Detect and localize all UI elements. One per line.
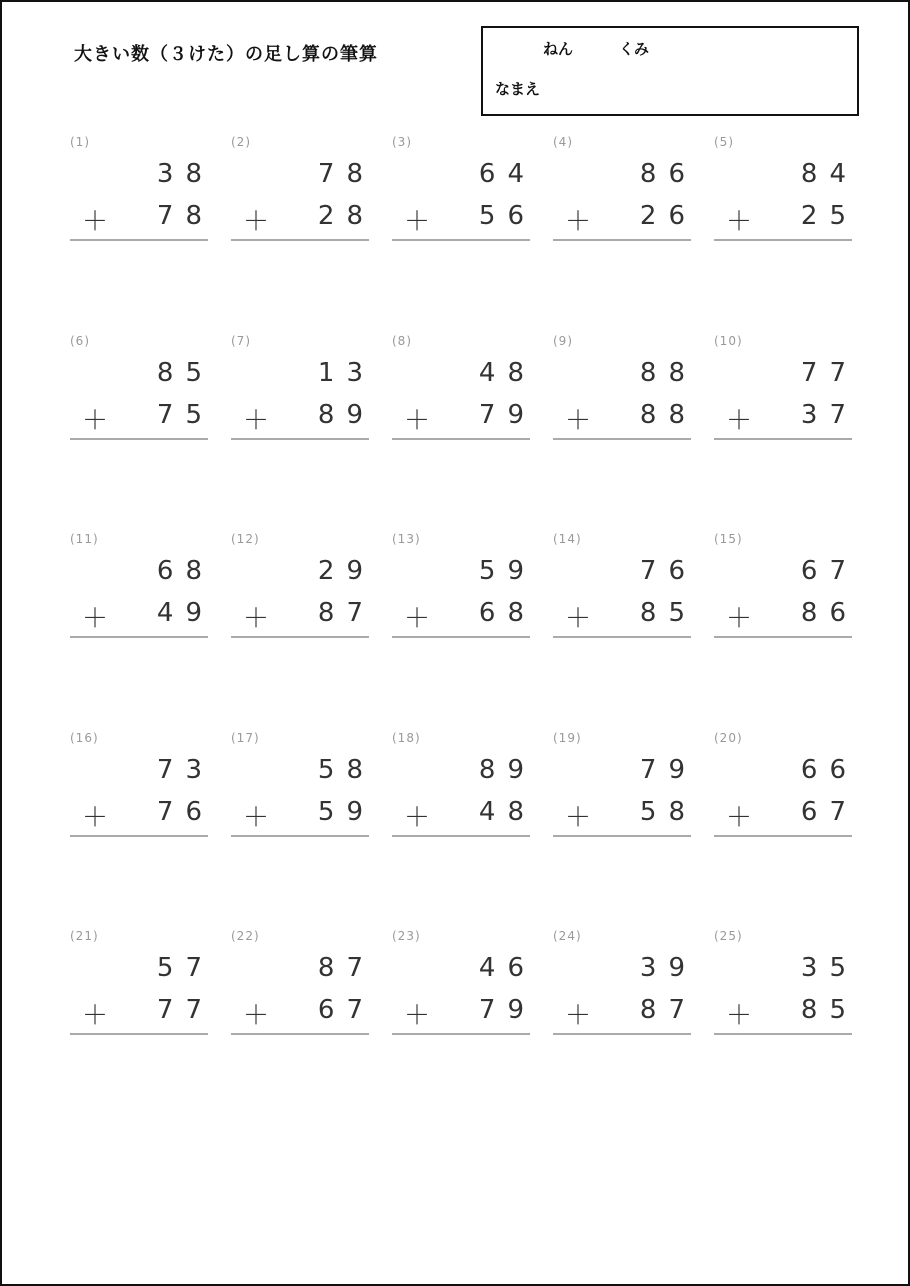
bottom-addend: 67	[800, 796, 858, 827]
answer-line	[392, 636, 530, 638]
answer-line	[714, 239, 852, 241]
problem-number: (13)	[392, 532, 421, 546]
answer-line	[231, 239, 369, 241]
top-addend: 89	[478, 754, 536, 785]
addition-problem	[70, 926, 214, 1124]
bottom-addend: 79	[478, 399, 536, 430]
answer-line	[70, 636, 208, 638]
answer-line	[392, 438, 530, 440]
problem-number: (23)	[392, 929, 421, 943]
bottom-addend: 28	[317, 201, 375, 231]
problem-number: (15)	[714, 532, 743, 546]
top-addend: 57	[156, 953, 214, 983]
problem-number: (12)	[231, 532, 260, 546]
addition-problem	[553, 331, 697, 529]
addition-problem	[714, 331, 858, 529]
plus-sign: ＋	[243, 207, 270, 237]
addition-problem	[714, 728, 858, 926]
plus-sign: ＋	[565, 1001, 592, 1031]
bottom-addend: 87	[317, 598, 375, 628]
problem-number: (9)	[553, 333, 573, 348]
answer-line	[70, 835, 208, 837]
bottom-addend: 48	[478, 796, 536, 827]
bottom-addend: 85	[639, 598, 697, 628]
addition-problem	[553, 132, 697, 330]
addition-problem	[70, 728, 214, 926]
top-addend: 86	[639, 159, 697, 189]
problem-number: (18)	[392, 730, 421, 745]
problem-number: (6)	[70, 333, 90, 348]
top-addend: 85	[156, 357, 214, 388]
bottom-addend: 88	[639, 399, 697, 430]
bottom-addend: 86	[800, 598, 858, 628]
answer-line	[70, 438, 208, 440]
plus-sign: ＋	[565, 405, 592, 436]
plus-sign: ＋	[243, 604, 270, 634]
bottom-addend: 75	[156, 399, 214, 430]
plus-sign: ＋	[243, 1001, 270, 1031]
addition-problem	[70, 529, 214, 727]
addition-problem	[714, 132, 858, 330]
problem-number: (19)	[553, 730, 582, 745]
problem-number: (24)	[553, 929, 582, 943]
addition-problem	[231, 926, 375, 1124]
problem-number: (20)	[714, 730, 743, 745]
plus-sign: ＋	[565, 604, 592, 634]
answer-line	[231, 438, 369, 440]
problem-number: (11)	[70, 532, 99, 546]
problem-grid	[70, 132, 858, 1125]
answer-line	[392, 239, 530, 241]
plus-sign: ＋	[82, 207, 109, 237]
top-addend: 38	[156, 159, 214, 189]
plus-sign: ＋	[726, 802, 753, 833]
top-addend: 78	[317, 159, 375, 189]
answer-line	[553, 438, 691, 440]
problem-number: (1)	[70, 135, 90, 149]
addition-problem	[553, 529, 697, 727]
addition-problem	[70, 132, 214, 330]
top-addend: 58	[317, 754, 375, 785]
bottom-addend: 58	[639, 796, 697, 827]
top-addend: 67	[800, 556, 858, 586]
name-box	[481, 26, 859, 116]
plus-sign: ＋	[726, 1001, 753, 1031]
answer-line	[553, 835, 691, 837]
answer-line	[553, 636, 691, 638]
plus-sign: ＋	[726, 207, 753, 237]
plus-sign: ＋	[243, 802, 270, 833]
answer-line	[392, 1033, 530, 1035]
top-addend: 59	[478, 556, 536, 586]
problem-number: (22)	[231, 929, 260, 943]
answer-line	[714, 1033, 852, 1035]
bottom-addend: 68	[478, 598, 536, 628]
problem-number: (10)	[714, 333, 743, 348]
addition-problem	[231, 529, 375, 727]
addition-problem	[714, 926, 858, 1124]
addition-problem	[70, 331, 214, 529]
answer-line	[231, 1033, 369, 1035]
problem-number: (21)	[70, 929, 99, 943]
top-addend: 68	[156, 556, 214, 586]
top-addend: 73	[156, 754, 214, 785]
bottom-addend: 85	[800, 995, 858, 1025]
addition-problem	[553, 728, 697, 926]
bottom-addend: 25	[800, 201, 858, 231]
addition-problem	[392, 926, 536, 1124]
top-addend: 84	[800, 159, 858, 189]
addition-problem	[392, 728, 536, 926]
plus-sign: ＋	[726, 405, 753, 436]
top-addend: 76	[639, 556, 697, 586]
namae-label: なまえ	[495, 80, 541, 98]
plus-sign: ＋	[404, 1001, 431, 1031]
addition-problem	[392, 529, 536, 727]
problem-number: (16)	[70, 730, 99, 745]
addition-problem	[714, 529, 858, 727]
plus-sign: ＋	[243, 405, 270, 436]
bottom-addend: 67	[317, 995, 375, 1025]
bottom-addend: 76	[156, 796, 214, 827]
addition-problem	[231, 132, 375, 330]
addition-problem	[231, 331, 375, 529]
problem-number: (4)	[553, 135, 573, 149]
answer-line	[553, 1033, 691, 1035]
answer-line	[70, 239, 208, 241]
top-addend: 46	[478, 953, 536, 983]
problem-number: (7)	[231, 333, 251, 348]
page-title: 大きい数（３けた）の足し算の筆算	[74, 44, 378, 65]
plus-sign: ＋	[82, 1001, 109, 1031]
problem-number: (17)	[231, 730, 260, 745]
plus-sign: ＋	[565, 802, 592, 833]
answer-line	[553, 239, 691, 241]
bottom-addend: 78	[156, 201, 214, 231]
problem-number: (2)	[231, 135, 251, 149]
top-addend: 87	[317, 953, 375, 983]
bottom-addend: 87	[639, 995, 697, 1025]
nen-label: ねん	[543, 40, 574, 58]
top-addend: 64	[478, 159, 536, 189]
answer-line	[392, 835, 530, 837]
top-addend: 29	[317, 556, 375, 586]
top-addend: 48	[478, 357, 536, 388]
top-addend: 13	[317, 357, 375, 388]
answer-line	[231, 636, 369, 638]
bottom-addend: 56	[478, 201, 536, 231]
plus-sign: ＋	[404, 207, 431, 237]
plus-sign: ＋	[726, 604, 753, 634]
bottom-addend: 26	[639, 201, 697, 231]
bottom-addend: 89	[317, 399, 375, 430]
plus-sign: ＋	[82, 802, 109, 833]
addition-problem	[231, 728, 375, 926]
answer-line	[714, 835, 852, 837]
bottom-addend: 49	[156, 598, 214, 628]
top-addend: 35	[800, 953, 858, 983]
addition-problem	[553, 926, 697, 1124]
answer-line	[70, 1033, 208, 1035]
plus-sign: ＋	[565, 207, 592, 237]
problem-number: (3)	[392, 135, 412, 149]
top-addend: 39	[639, 953, 697, 983]
plus-sign: ＋	[404, 405, 431, 436]
top-addend: 88	[639, 357, 697, 388]
plus-sign: ＋	[82, 604, 109, 634]
plus-sign: ＋	[82, 405, 109, 436]
bottom-addend: 37	[800, 399, 858, 430]
plus-sign: ＋	[404, 604, 431, 634]
kumi-label: くみ	[619, 40, 650, 58]
problem-number: (5)	[714, 135, 734, 149]
plus-sign: ＋	[404, 802, 431, 833]
answer-line	[714, 438, 852, 440]
bottom-addend: 59	[317, 796, 375, 827]
top-addend: 77	[800, 357, 858, 388]
problem-number: (8)	[392, 333, 412, 348]
bottom-addend: 77	[156, 995, 214, 1025]
top-addend: 79	[639, 754, 697, 785]
answer-line	[231, 835, 369, 837]
addition-problem	[392, 331, 536, 529]
answer-line	[714, 636, 852, 638]
top-addend: 66	[800, 754, 858, 785]
addition-problem	[392, 132, 536, 330]
bottom-addend: 79	[478, 995, 536, 1025]
problem-number: (14)	[553, 532, 582, 546]
problem-number: (25)	[714, 929, 743, 943]
